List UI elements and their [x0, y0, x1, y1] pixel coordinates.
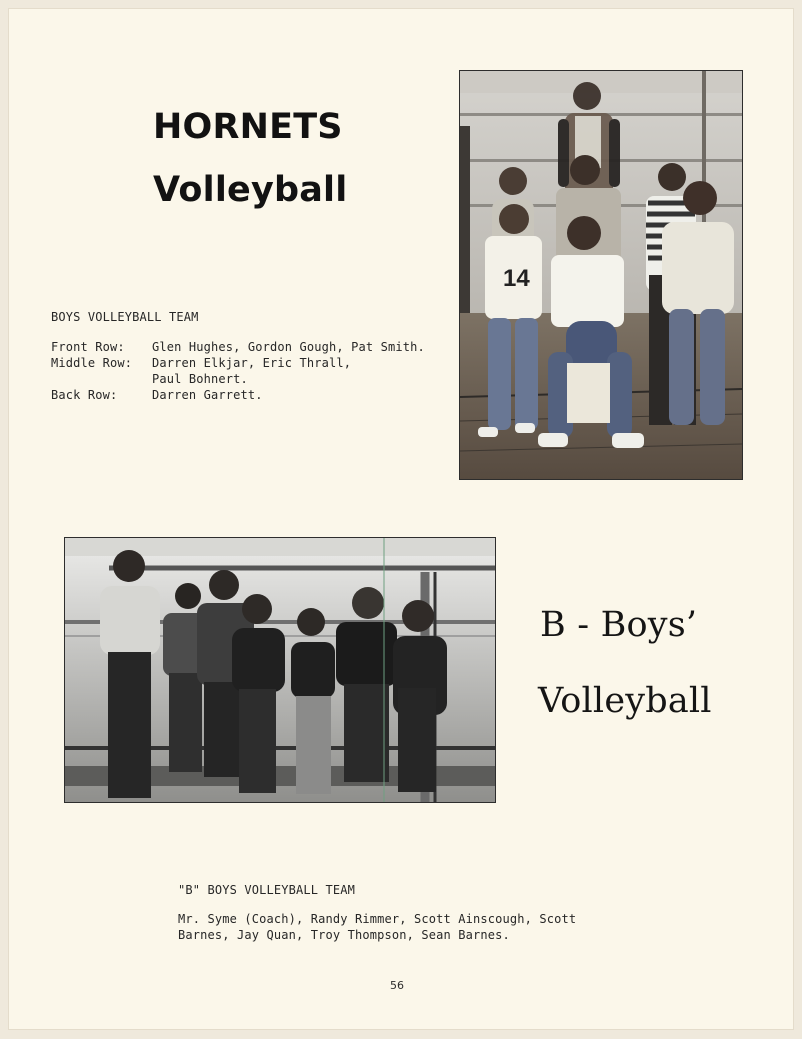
boys-team-photo: [459, 70, 743, 480]
b-boys-team-photo: [64, 537, 496, 803]
roster-names: Darren Garrett.: [152, 388, 263, 402]
roster-label: Back Row:: [51, 388, 118, 402]
jersey-number: 14: [503, 265, 530, 292]
roster-label: [51, 371, 152, 387]
b-boys-roster-line-2: Barnes, Jay Quan, Troy Thompson, Sean Barnes.: [178, 928, 510, 942]
boys-team-photo-illustration: [460, 71, 742, 479]
yearbook-page: [8, 8, 794, 1030]
roster-label: Middle Row:: [51, 356, 133, 370]
hornets-title-line-1: HORNETS: [153, 107, 343, 147]
page-number: 56: [390, 979, 404, 992]
roster-row-middle: [51, 355, 461, 371]
b-boys-roster-line-1: Mr. Syme (Coach), Randy Rimmer, Scott Ainscough, Scott: [178, 912, 577, 926]
roster-row-middle-continued: [51, 371, 461, 387]
b-boys-team-photo-illustration: [65, 538, 495, 802]
roster-label: Front Row:: [51, 340, 125, 354]
roster-names: Paul Bohnert.: [152, 372, 248, 386]
b-boys-title-line-1: B - Boys’: [540, 605, 698, 645]
b-boys-title-line-2: Volleyball: [538, 681, 712, 721]
hornets-title-line-2: Volleyball: [153, 170, 348, 210]
roster-names: Glen Hughes, Gordon Gough, Pat Smith.: [152, 340, 425, 354]
boys-team-heading: BOYS VOLLEYBALL TEAM: [51, 310, 199, 324]
b-boys-team-heading: "B" BOYS VOLLEYBALL TEAM: [178, 883, 355, 897]
roster-row-back: [51, 387, 461, 403]
roster-row-front: [51, 339, 461, 355]
boys-team-roster: [51, 339, 461, 403]
b-boys-team-roster: [178, 911, 658, 943]
roster-names: Darren Elkjar, Eric Thrall,: [152, 356, 352, 370]
